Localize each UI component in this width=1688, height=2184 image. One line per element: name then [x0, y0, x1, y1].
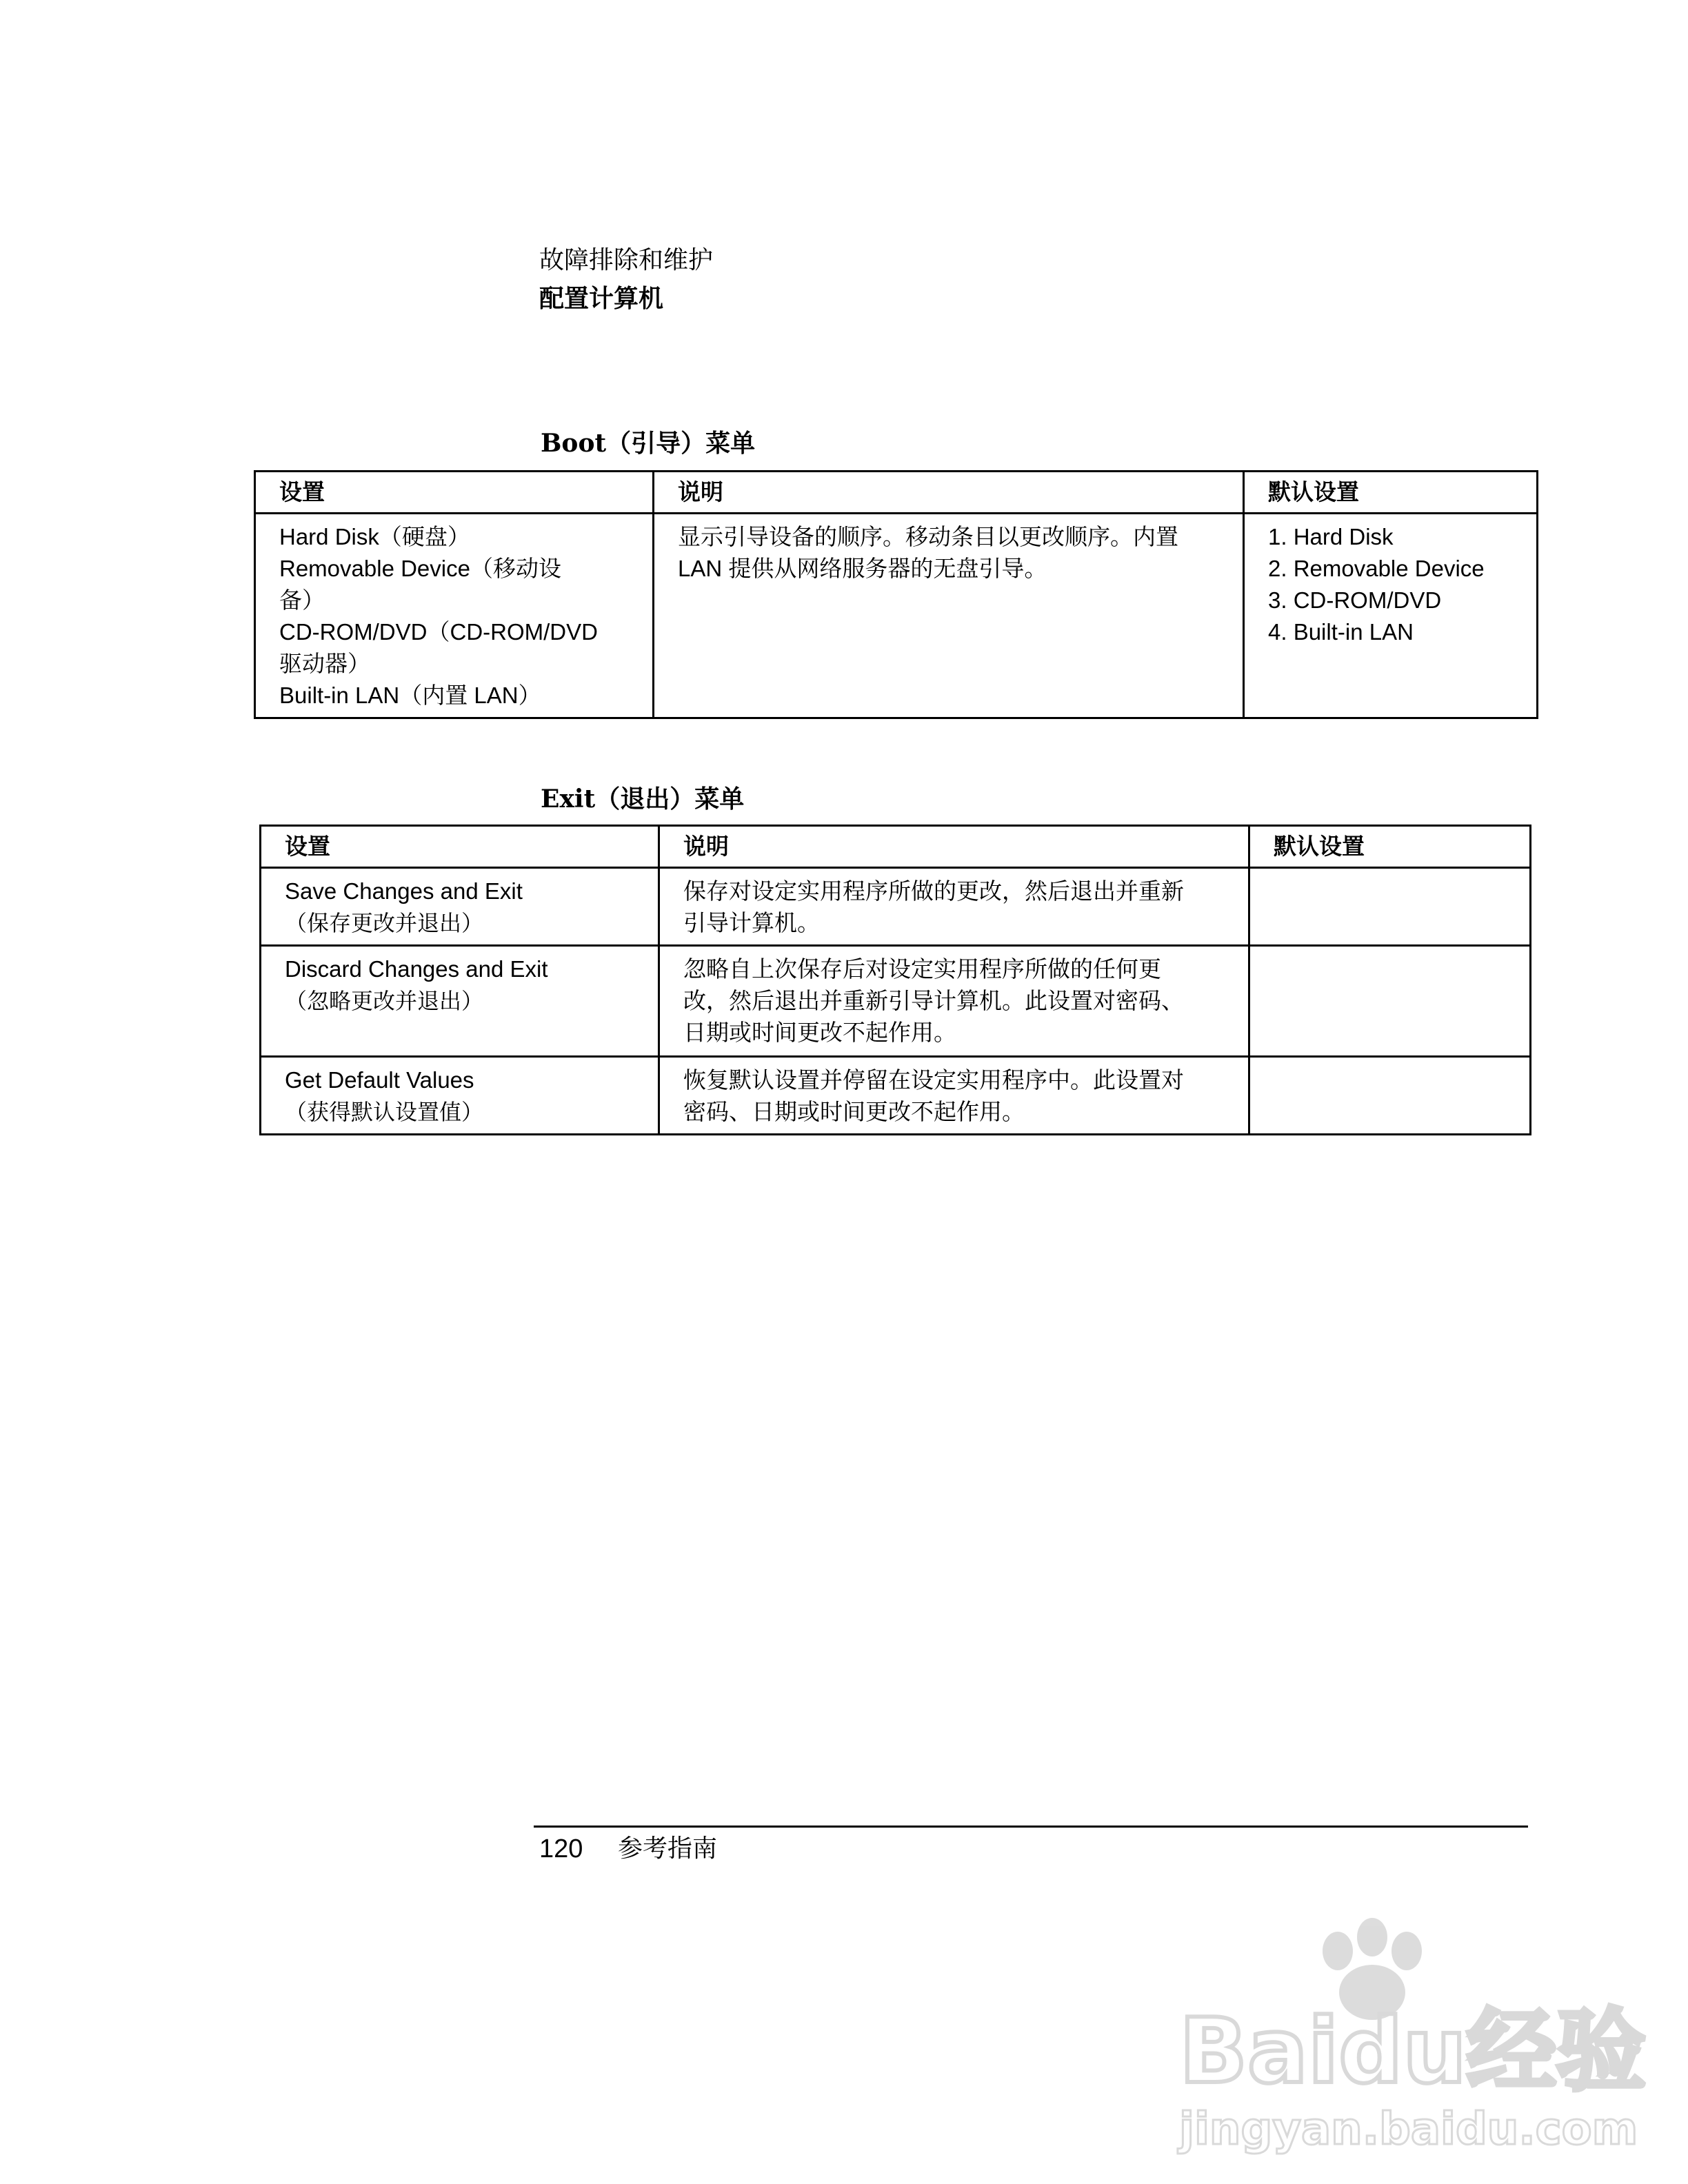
- table-row: [261, 946, 1531, 1057]
- boot-default-cell: [1244, 514, 1538, 718]
- header-setting: 设置: [255, 472, 654, 514]
- boot-setting-line: CD-ROM/DVD（CD-ROM/DVD: [279, 619, 598, 645]
- exit-menu-table: [259, 825, 1531, 1135]
- exit-setting-label-cn: （忽略更改并退出）: [285, 988, 484, 1014]
- exit-description-line: 引导计算机。: [683, 910, 820, 936]
- watermark-url: jingyan.baidu.com: [1179, 2104, 1638, 2155]
- baidu-watermark-logo: [1172, 1910, 1646, 2158]
- exit-setting-cell: [261, 1057, 659, 1135]
- boot-default-line: 3. CD-ROM/DVD: [1268, 587, 1442, 613]
- exit-table-title: Exit（退出）菜单: [541, 785, 745, 813]
- boot-description-cell: [654, 514, 1244, 718]
- boot-default-line: 2. Removable Device: [1268, 556, 1485, 581]
- exit-description-line: 密码、日期或时间更改不起作用。: [683, 1099, 1025, 1124]
- footer-divider: [534, 1826, 1528, 1828]
- page-number: 120: [539, 1834, 583, 1863]
- exit-setting-cell: [261, 868, 659, 946]
- section-title: 配置计算机: [539, 285, 664, 313]
- exit-description-line: 恢复默认设置并停留在设定实用程序中。此设置对: [683, 1067, 1184, 1093]
- boot-default-line: 4. Built-in LAN: [1268, 619, 1414, 645]
- boot-menu-table: [254, 470, 1538, 719]
- boot-setting-line: 备）: [279, 587, 325, 613]
- header-setting: 设置: [261, 826, 659, 868]
- boot-setting-line: Removable Device（移动设: [279, 556, 561, 581]
- exit-setting-label: Get Default Values: [285, 1067, 474, 1093]
- boot-description-line: LAN 提供从网络服务器的无盘引导。: [678, 556, 1047, 581]
- exit-description-cell: [659, 1057, 1249, 1135]
- table-row: [261, 868, 1531, 946]
- table-row: [255, 514, 1538, 718]
- exit-description-line: 保存对设定实用程序所做的更改，然后退出并重新: [683, 878, 1184, 904]
- exit-description-cell: [659, 946, 1249, 1057]
- exit-description-cell: [659, 868, 1249, 946]
- chapter-title: 故障排除和维护: [539, 246, 714, 274]
- header-description: 说明: [654, 472, 1244, 514]
- table-header-row: [255, 472, 1538, 514]
- boot-default-line: 1. Hard Disk: [1268, 524, 1394, 549]
- exit-setting-label-cn: （保存更改并退出）: [285, 910, 484, 936]
- boot-setting-line: 驱动器）: [279, 651, 370, 676]
- boot-setting-line: Built-in LAN（内置 LAN）: [279, 682, 541, 708]
- exit-setting-label-cn: （获得默认设置值）: [285, 1099, 484, 1125]
- exit-default-cell: [1249, 946, 1531, 1057]
- exit-setting-label: Discard Changes and Exit: [285, 956, 548, 982]
- exit-default-cell: [1249, 868, 1531, 946]
- boot-setting-line: Hard Disk（硬盘）: [279, 524, 470, 549]
- exit-setting-cell: [261, 946, 659, 1057]
- boot-description-line: 显示引导设备的顺序。移动条目以更改顺序。内置: [678, 524, 1178, 549]
- header-description: 说明: [659, 826, 1249, 868]
- footer-title: 参考指南: [618, 1834, 718, 1863]
- table-header-row: [261, 826, 1531, 868]
- exit-description-line: 日期或时间更改不起作用。: [683, 1020, 956, 1045]
- boot-table-title: Boot（引导）菜单: [541, 429, 756, 458]
- exit-default-cell: [1249, 1057, 1531, 1135]
- boot-setting-cell: [255, 514, 654, 718]
- exit-description-line: 改，然后退出并重新引导计算机。此设置对密码、: [683, 988, 1184, 1013]
- header-default: 默认设置: [1249, 826, 1531, 868]
- exit-description-line: 忽略自上次保存后对设定实用程序所做的任何更: [683, 956, 1161, 982]
- table-row: [261, 1057, 1531, 1135]
- header-default: 默认设置: [1244, 472, 1538, 514]
- exit-setting-label: Save Changes and Exit: [285, 878, 523, 904]
- watermark-brand: Baidu经验: [1179, 1999, 1646, 2103]
